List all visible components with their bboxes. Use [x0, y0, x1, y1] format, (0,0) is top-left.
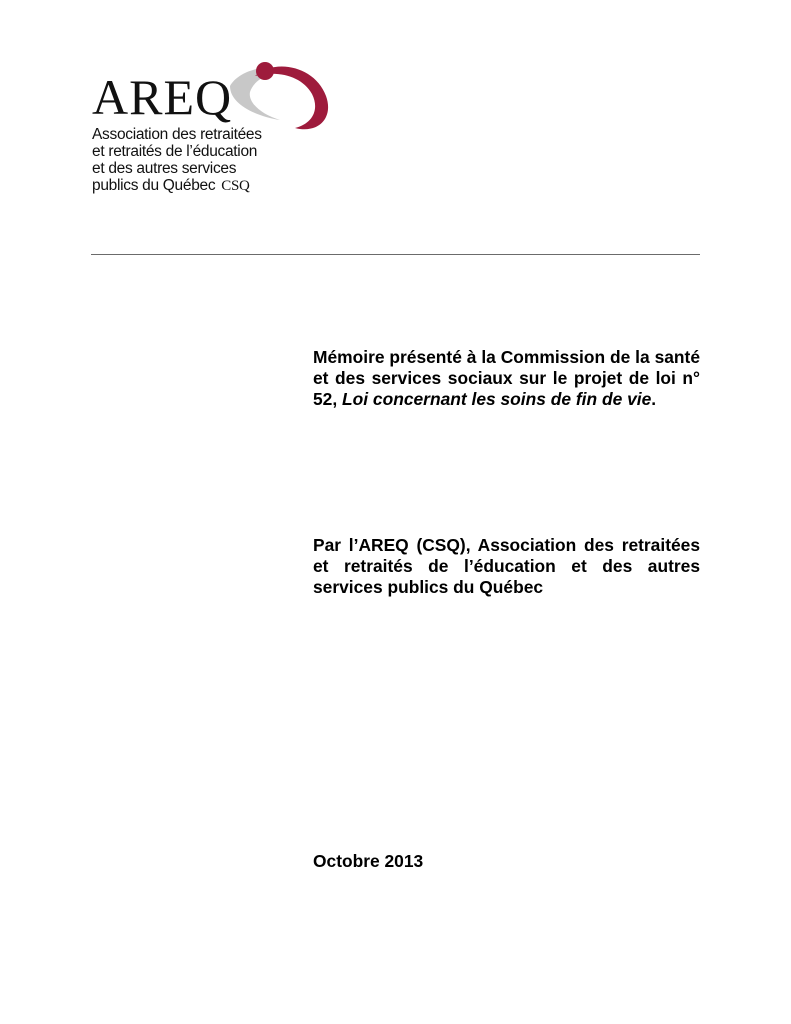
memoire-end: .: [651, 389, 657, 409]
logo-acronym: AREQ: [92, 69, 233, 125]
law-title: Loi concernant les soins de fin de vie: [342, 389, 652, 409]
logo-line-4-text: publics du Québec: [92, 177, 216, 194]
memoire-intro: Mémoire présenté à la Commission de la santé et des services sociaux sur le projet de loi n° 52,: [313, 347, 700, 409]
logo-organization-name: [92, 126, 262, 195]
logo-line-3: et des autres services: [92, 160, 237, 177]
logo-csq: CSQ: [221, 178, 250, 194]
areq-logo: [90, 58, 340, 208]
horizontal-divider: [91, 254, 700, 255]
logo-line-4: [92, 177, 262, 195]
author-statement: Par l’AREQ (CSQ), Association des retraitées et retraités de l’éducation et des autres services publics du Québec: [313, 535, 700, 597]
memoire-title: [313, 347, 700, 410]
crimson-dot: [256, 62, 274, 80]
logo-line-2: et retraités de l’éducation: [92, 143, 258, 160]
logo-line-1: Association des retraitées: [92, 126, 262, 143]
publication-date: Octobre 2013: [313, 851, 424, 871]
